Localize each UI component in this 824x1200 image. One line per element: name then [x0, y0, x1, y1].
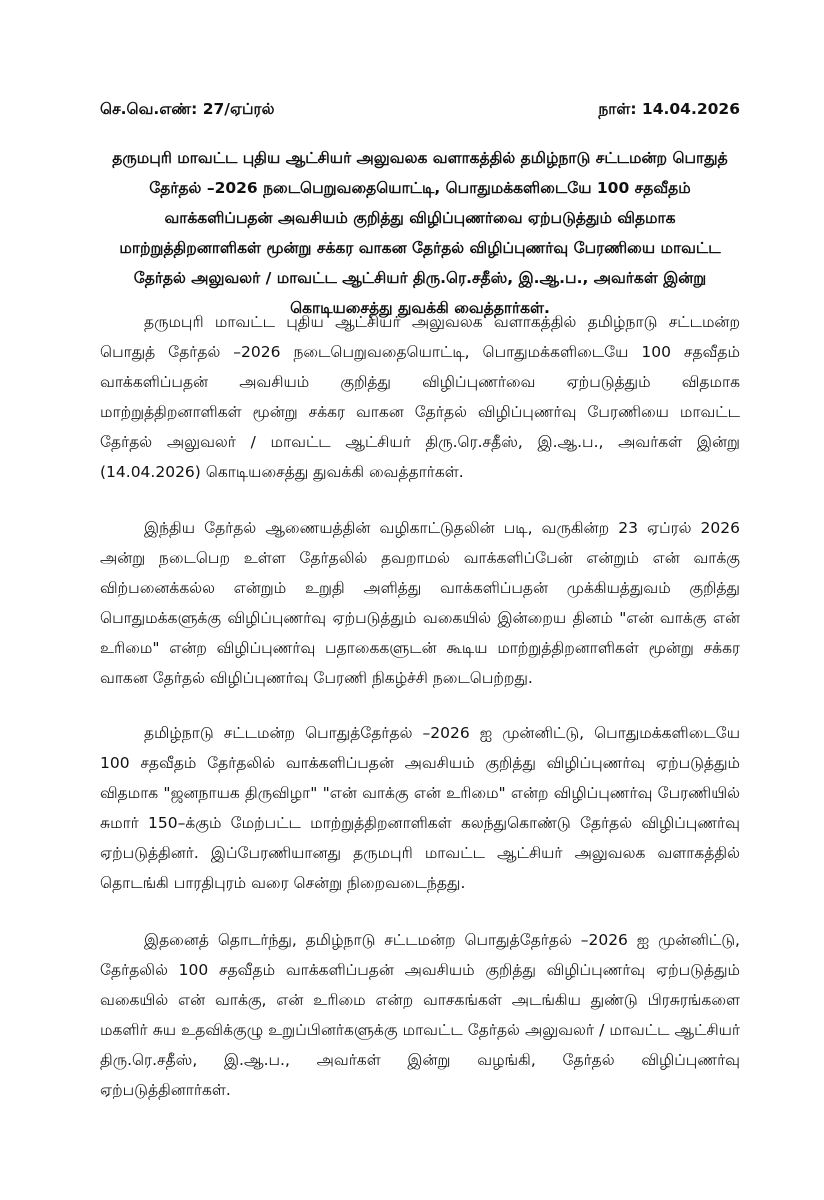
body-paragraph-1: தருமபுரி மாவட்ட புதிய ஆட்சியர் அலுவலக வளாகத்தில் தமிழ்நாடு சட்டமன்ற பொதுத் தேர்தல் –2026 நடைபெறுவதையொட்டி, பொதுமக்களிடையே 100 சதவீதம் வாக்களிப்பதன் அவசியம் குறித்து விழிப்புணர்வை ஏற்படுத்தும் விதமாக மாற்றுத்திறனாளிகள் மூன்று சக்கர வாகன தேர்தல் விழிப்புணர்வு பேரணியை மாவட்ட தேர்தல் அலுவலர் / மாவட்ட ஆட்சியர் திரு.ரெ.சதீஸ், இ.ஆ.ப., அவர்கள் இன்று (14.04.2026) கொடியசைத்து துவக்கி வைத்தார்கள்.: [100, 313, 740, 481]
body-paragraph-2: இந்திய தேர்தல் ஆணையத்தின் வழிகாட்டுதலின் படி, வருகின்ற 23 ஏப்ரல் 2026 அன்று நடைபெற உள்ள தேர்தலில் தவறாமல் வாக்களிப்பேன் என்றும் என் வாக்கு விற்பனைக்கல்ல என்றும் உறுதி அளித்து வாக்களிப்பதன் முக்கியத்துவம் குறித்து பொதுமக்களுக்கு விழிப்புணர்வு ஏற்படுத்தும் வகையில் இன்றைய தினம் "என் வாக்கு என் உரிமை" என்ற விழிப்புணர்வு பதாகைகளுடன் கூடிய மாற்றுத்திறனாளிகள் மூன்று சக்கர வாகன தேர்தல் விழிப்புணர்வு பேரணி நிகழ்ச்சி நடைபெற்றது.: [100, 519, 740, 687]
body-paragraph-4: இதனைத் தொடர்ந்து, தமிழ்நாடு சட்டமன்ற பொதுத்தேர்தல் –2026 ஐ முன்னிட்டு, தேர்தலில் 100 சதவீதம் வாக்களிப்பதன் அவசியம் குறித்து விழிப்புணர்வு ஏற்படுத்தும் வகையில் என் வாக்கு, என் உரிமை என்ற வாசகங்கள் அடங்கிய துண்டு பிரசுரங்களை மகளிர் சுய உதவிக்குழு உறுப்பினர்களுக்கு மாவட்ட தேர்தல் அலுவலர் / மாவட்ட ஆட்சியர் திரு.ரெ.சதீஸ், இ.ஆ.ப., அவர்கள் இன்று வழங்கி, தேர்தல் விழிப்புணர்வு ஏற்படுத்தினார்கள்.: [100, 931, 740, 1099]
reference-number: செ.வெ.எண்: 27/ஏப்ரல்: [100, 100, 275, 118]
release-date: நாள்: 14.04.2026: [598, 100, 740, 118]
press-release-headline: தருமபுரி மாவட்ட புதிய ஆட்சியர் அலுவலக வளாகத்தில் தமிழ்நாடு சட்டமன்ற பொதுத் தேர்தல் –2026 நடைபெறுவதையொட்டி, பொதுமக்களிடையே 100 சதவீதம் வாக்களிப்பதன் அவசியம் குறித்து விழிப்புணர்வை ஏற்படுத்தும் விதமாக மாற்றுத்திறனாளிகள் மூன்று சக்கர வாகன தேர்தல் விழிப்புணர்வு பேரணியை மாவட்ட தேர்தல் அலுவலர் / மாவட்ட ஆட்சியர் திரு.ரெ.சதீஸ், இ.ஆ.ப., அவர்கள் இன்று கொடியசைத்து துவக்கி வைத்தார்கள்.: [112, 149, 728, 317]
header-row: [100, 100, 740, 126]
body-paragraph-3: தமிழ்நாடு சட்டமன்ற பொதுத்தேர்தல் –2026 ஐ முன்னிட்டு, பொதுமக்களிடையே 100 சதவீதம் தேர்தலில் வாக்களிப்பதன் அவசியம் குறித்து விழிப்புணர்வு ஏற்படுத்தும் விதமாக "ஜனநாயக திருவிழா" "என் வாக்கு என் உரிமை" என்ற விழிப்புணர்வு பேரணியில் சுமார் 150–க்கும் மேற்பட்ட மாற்றுத்திறனாளிகள் கலந்துகொண்டு தேர்தல் விழிப்புணர்வு ஏற்படுத்தினர். இப்பேரணியானது தருமபுரி மாவட்ட ஆட்சியர் அலுவலக வளாகத்தில் தொடங்கி பாரதிபுரம் வரை சென்று நிறைவடைந்தது.: [100, 724, 740, 892]
